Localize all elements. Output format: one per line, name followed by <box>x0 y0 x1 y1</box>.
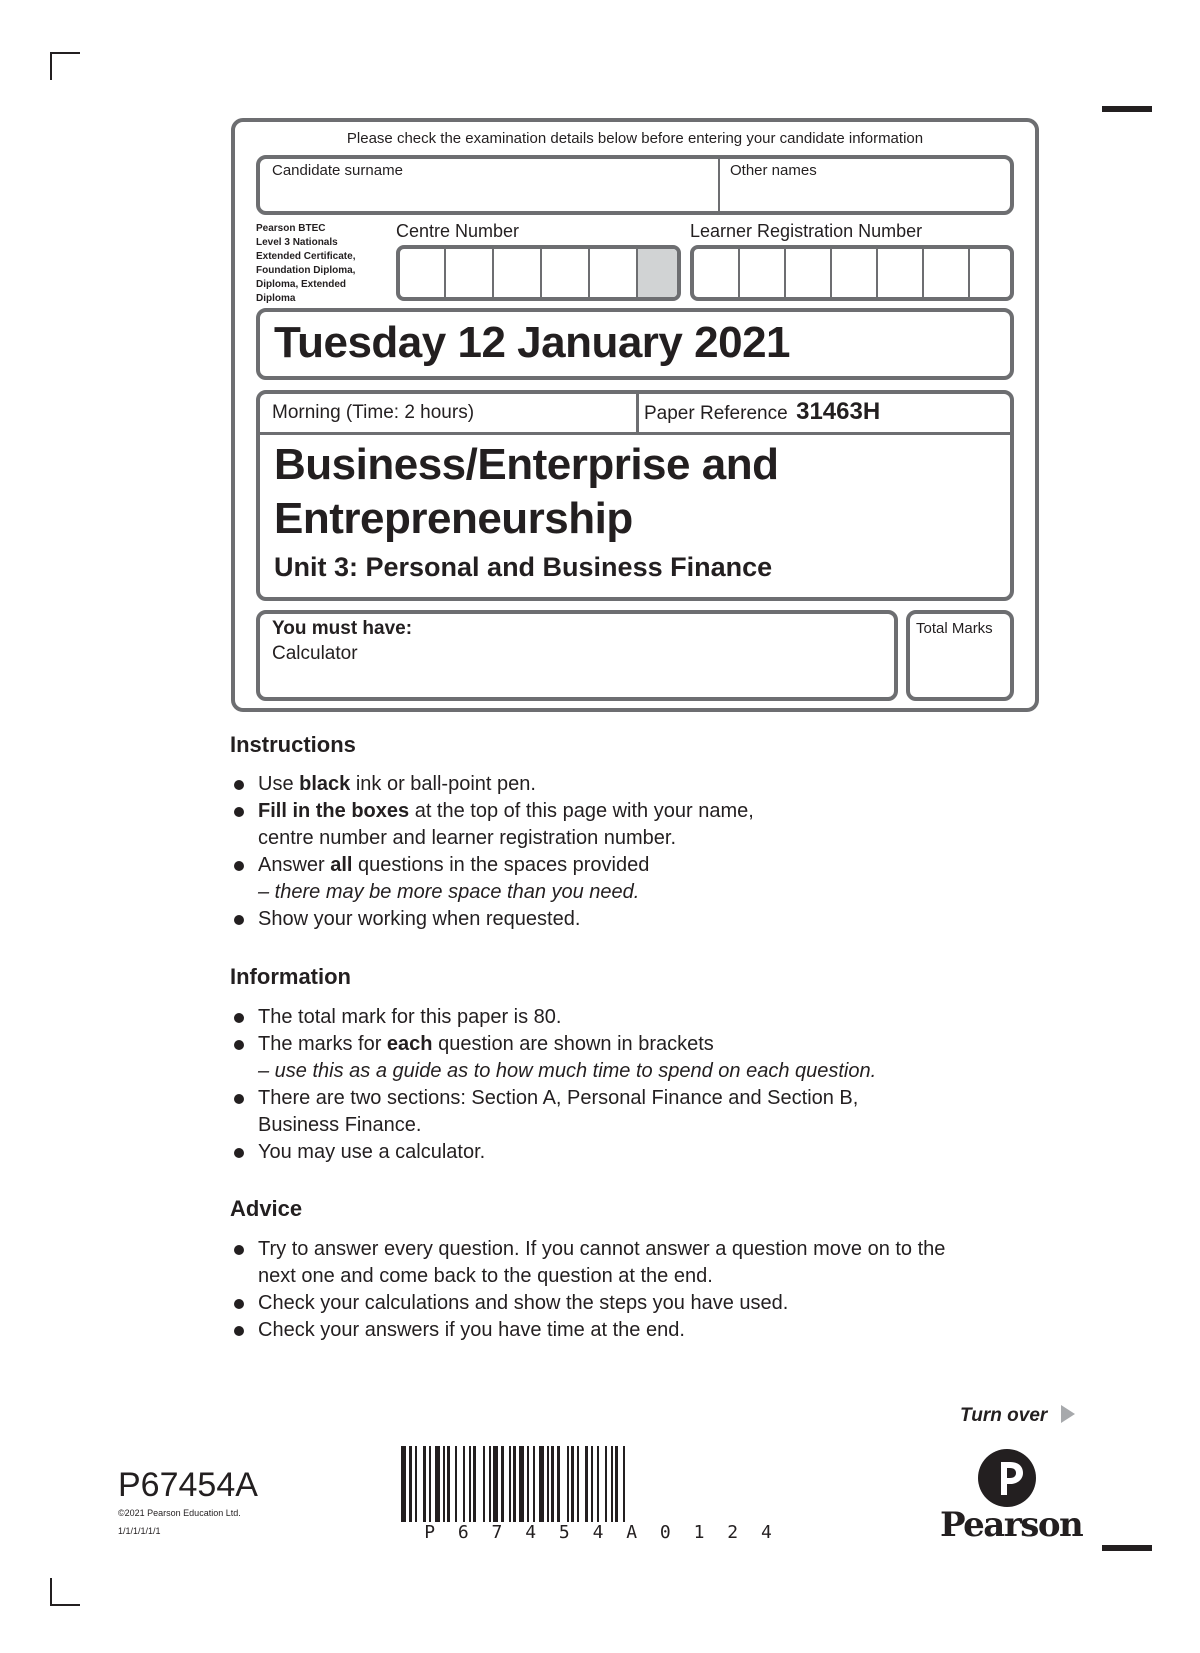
barcode-bar <box>577 1446 579 1522</box>
barcode-bar <box>409 1446 412 1522</box>
barcode-bar <box>415 1446 417 1522</box>
turn-over-label: Turn over <box>960 1405 1048 1426</box>
barcode-bar <box>585 1446 588 1522</box>
must-have-label: You must have: <box>272 618 413 639</box>
instructions-list <box>230 771 1030 933</box>
check-notice: Please check the examination details below before entering your candidate information <box>346 130 924 147</box>
list-item: Use black ink or ball-point pen. <box>230 771 1030 798</box>
other-names-label: Other names <box>730 162 817 179</box>
learner-cell-divider <box>830 249 832 297</box>
barcode-bar <box>423 1446 426 1522</box>
total-marks-label: Total Marks <box>916 620 993 637</box>
information-heading: Information <box>230 964 351 989</box>
barcode-bar <box>615 1446 618 1522</box>
barcode-bar <box>605 1446 607 1522</box>
learner-cell-divider <box>968 249 970 297</box>
list-item: Answer all questions in the spaces provided – there may be more space than you need. <box>230 852 1030 906</box>
qualification-line: Diploma <box>256 293 296 304</box>
barcode-bar <box>509 1446 511 1522</box>
centre-cell-divider <box>588 249 590 297</box>
barcode-bar <box>447 1446 450 1522</box>
barcode-bar <box>435 1446 440 1522</box>
session-divider-v <box>636 394 639 432</box>
subject-title-line: Business/Enterprise and <box>274 440 779 489</box>
barcode-bar <box>557 1446 560 1522</box>
barcode-bar <box>429 1446 431 1522</box>
list-item: Fill in the boxes at the top of this page with your name, centre number and learner registration number. <box>230 798 1030 852</box>
learner-cell-divider <box>922 249 924 297</box>
centre-number-label: Centre Number <box>396 221 520 241</box>
list-item: There are two sections: Section A, Personal Finance and Section B, Business Finance. <box>230 1085 1050 1139</box>
crop-mark-bottom-left-h <box>50 1604 80 1606</box>
list-item: Show your working when requested. <box>230 906 1030 933</box>
barcode-bar <box>527 1446 529 1522</box>
barcode-bar <box>547 1446 549 1522</box>
list-item: The total mark for this paper is 80. <box>230 1004 1050 1031</box>
barcode-bar <box>533 1446 535 1522</box>
advice-heading: Advice <box>230 1196 303 1221</box>
subject-title <box>274 438 778 546</box>
session-divider-h <box>260 432 1010 435</box>
centre-cell-divider <box>540 249 542 297</box>
copyright: ©2021 Pearson Education Ltd. <box>118 1508 241 1518</box>
qualification-line: Extended Certificate, <box>256 251 356 262</box>
unit-title: Unit 3: Personal and Business Finance <box>274 552 773 582</box>
edge-mark-bottom-right <box>1102 1545 1152 1551</box>
paper-reference-label: Paper Reference <box>644 403 788 424</box>
paper-reference-value: 31463H <box>796 398 881 425</box>
crop-mark-top-left-v <box>50 52 52 80</box>
qualification-line: Level 3 Nationals <box>256 237 338 248</box>
qualification-line: Pearson BTEC <box>256 223 326 234</box>
instructions-heading: Instructions <box>230 732 356 757</box>
centre-cell-divider <box>444 249 446 297</box>
barcode-bar <box>623 1446 625 1522</box>
centre-number-boxes[interactable] <box>396 245 681 301</box>
list-item: You may use a calculator. <box>230 1139 1050 1166</box>
other-names-field[interactable] <box>722 182 1008 210</box>
barcode-bar <box>501 1446 504 1522</box>
learner-registration-label: Learner Registration Number <box>690 221 923 241</box>
paper-code: P67454A <box>118 1466 258 1504</box>
list-item: Try to answer every question. If you cannot answer a question move on to the next one and come back to the question at the end. <box>230 1236 1050 1290</box>
turn-over <box>960 1405 1075 1427</box>
barcode-bar <box>443 1446 445 1522</box>
subject-title-line: Entrepreneurship <box>274 494 633 543</box>
centre-cell-divider <box>492 249 494 297</box>
candidate-surname-label: Candidate surname <box>272 162 403 179</box>
information-list <box>230 1004 1050 1166</box>
barcode-bar <box>493 1446 498 1522</box>
qualification-line: Diploma, Extended <box>256 279 347 290</box>
edge-mark-top-right <box>1102 106 1152 112</box>
barcode <box>401 1446 801 1522</box>
centre-cell-shaded <box>638 249 681 301</box>
barcode-bar <box>551 1446 554 1522</box>
learner-registration-boxes[interactable] <box>690 245 1014 301</box>
list-item: The marks for each question are shown in brackets – use this as a guide as to how much time to spend on each question. <box>230 1031 1050 1085</box>
qualification-text <box>256 222 386 306</box>
crop-mark-top-left-h <box>50 52 80 54</box>
barcode-bar <box>567 1446 569 1522</box>
pearson-wordmark: Pearson <box>940 1505 1083 1545</box>
learner-cell-divider <box>784 249 786 297</box>
list-item: Check your calculations and show the steps you have used. <box>230 1290 1050 1317</box>
advice-list <box>230 1236 1050 1344</box>
print-code: 1/1/1/1/1/1 <box>118 1526 161 1536</box>
barcode-bar <box>463 1446 465 1522</box>
barcode-bar <box>513 1446 516 1522</box>
paper-reference <box>644 398 880 426</box>
name-box-divider <box>718 159 720 211</box>
barcode-bar <box>611 1446 613 1522</box>
learner-cell-divider <box>876 249 878 297</box>
exam-date: Tuesday 12 January 2021 <box>274 318 791 367</box>
barcode-bar <box>483 1446 485 1522</box>
barcode-bar <box>469 1446 471 1522</box>
barcode-bar <box>489 1446 491 1522</box>
barcode-bar <box>401 1446 406 1522</box>
must-have-item: Calculator <box>272 643 358 664</box>
qualification-line: Foundation Diploma, <box>256 265 356 276</box>
learner-cell-divider <box>738 249 740 297</box>
barcode-bar <box>571 1446 574 1522</box>
exam-session: Morning (Time: 2 hours) <box>272 402 475 423</box>
pearson-logo-icon <box>977 1448 1037 1508</box>
barcode-bar <box>539 1446 544 1522</box>
barcode-bar <box>597 1446 599 1522</box>
turn-over-arrow-icon <box>1061 1405 1075 1423</box>
barcode-bar <box>519 1446 524 1522</box>
barcode-bar <box>455 1446 457 1522</box>
barcode-bar <box>591 1446 593 1522</box>
barcode-text: P 6 7 4 5 4 A 0 1 2 4 <box>424 1522 778 1543</box>
barcode-bar <box>473 1446 476 1522</box>
list-item: Check your answers if you have time at the end. <box>230 1317 1050 1344</box>
candidate-surname-field[interactable] <box>262 182 710 210</box>
crop-mark-bottom-left-v <box>50 1578 52 1606</box>
